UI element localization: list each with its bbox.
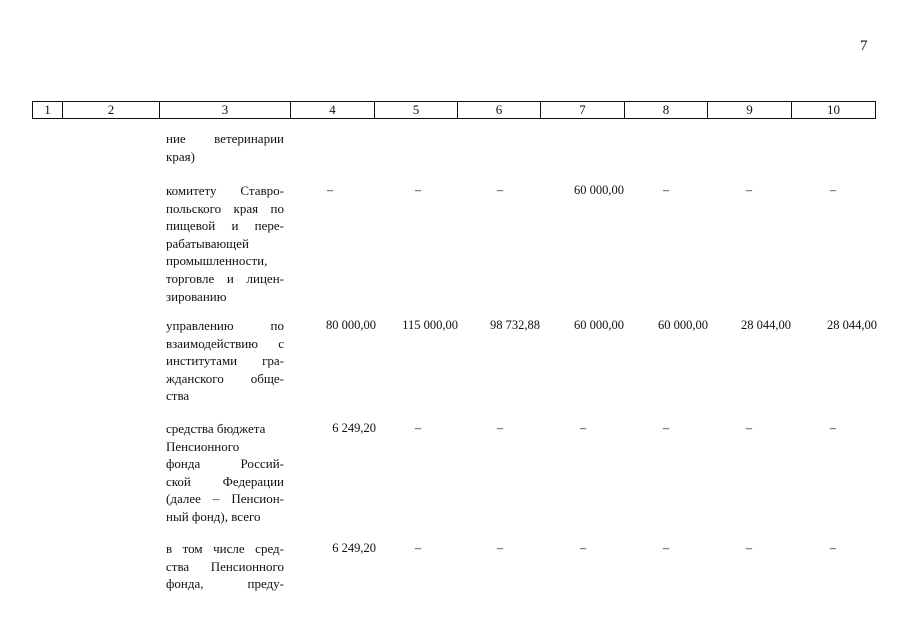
cell-col-6: 98 732,88 xyxy=(490,318,540,332)
cell-col-6: – xyxy=(496,541,504,555)
table-header-row xyxy=(32,101,876,119)
cell-col-10: – xyxy=(829,183,837,197)
header-col-7: 7 xyxy=(541,102,625,118)
header-col-5: 5 xyxy=(375,102,458,118)
cell-col-4: 80 000,00 xyxy=(326,318,376,332)
description-line: Пенсионного xyxy=(166,438,240,454)
header-col-8: 8 xyxy=(625,102,708,118)
header-col-1: 1 xyxy=(33,102,63,118)
description-line: управлению по xyxy=(166,318,284,333)
description-line: ный фонд), всего xyxy=(166,508,261,524)
row-description xyxy=(166,182,284,305)
header-col-9: 9 xyxy=(708,102,792,118)
description-line: в том числе сред- xyxy=(166,541,284,556)
cell-col-8: – xyxy=(662,183,670,197)
cell-col-8: 60 000,00 xyxy=(658,318,708,332)
header-col-10: 10 xyxy=(827,102,840,117)
cell-col-7: 60 000,00 xyxy=(574,183,624,197)
row-description xyxy=(166,317,284,405)
description-line: пищевой и пере- xyxy=(166,218,284,234)
description-line: зированию xyxy=(166,288,227,304)
description-line: средства бюджета xyxy=(166,421,266,436)
description-line: институтами гра- xyxy=(166,353,284,369)
description-line: жданского обще- xyxy=(166,370,284,386)
cell-col-7: – xyxy=(579,421,587,435)
cell-col-7: – xyxy=(579,541,587,555)
description-line: рабатывающей xyxy=(166,235,249,251)
description-line: польского края по xyxy=(166,200,284,216)
cell-col-6: – xyxy=(496,421,504,435)
cell-col-9: – xyxy=(745,421,753,435)
description-line: фонда, преду- xyxy=(166,576,284,592)
cell-col-9: – xyxy=(745,541,753,555)
description-line: (далее – Пенсион- xyxy=(166,491,284,507)
cell-col-9: – xyxy=(745,183,753,197)
cell-col-7: 60 000,00 xyxy=(574,318,624,332)
row-description xyxy=(166,130,284,165)
cell-col-5: – xyxy=(414,541,422,555)
header-col-6: 6 xyxy=(458,102,541,118)
cell-col-5: – xyxy=(414,421,422,435)
header-col-2: 2 xyxy=(63,102,160,118)
cell-col-10: – xyxy=(829,421,837,435)
description-line: комитету Ставро- xyxy=(166,183,284,198)
page-number: 7 xyxy=(860,38,868,54)
description-line: края) xyxy=(166,148,195,164)
cell-col-4: 6 249,20 xyxy=(332,421,376,435)
cell-col-4: 6 249,20 xyxy=(332,541,376,555)
header-col-3: 3 xyxy=(160,102,291,118)
description-line: ние ветеринарии xyxy=(166,131,284,146)
header-col-4: 4 xyxy=(291,102,375,118)
cell-col-8: – xyxy=(662,541,670,555)
description-line: торговле и лицен- xyxy=(166,270,284,286)
description-line: ства xyxy=(166,388,190,404)
row-description xyxy=(166,540,284,593)
cell-col-10: 28 044,00 xyxy=(827,318,877,332)
description-line: ской Федерации xyxy=(166,473,284,489)
cell-col-6: – xyxy=(496,183,504,197)
description-line: промышленности, xyxy=(166,253,268,269)
cell-col-5: – xyxy=(414,183,422,197)
cell-col-10: – xyxy=(829,541,837,555)
cell-col-5: 115 000,00 xyxy=(402,318,458,332)
description-line: ства Пенсионного xyxy=(166,558,284,574)
description-line: фонда Россий- xyxy=(166,456,284,472)
description-line: взаимодействию с xyxy=(166,335,284,351)
cell-col-4: – xyxy=(326,183,334,197)
row-description xyxy=(166,420,284,526)
cell-col-8: – xyxy=(662,421,670,435)
cell-col-9: 28 044,00 xyxy=(741,318,791,332)
